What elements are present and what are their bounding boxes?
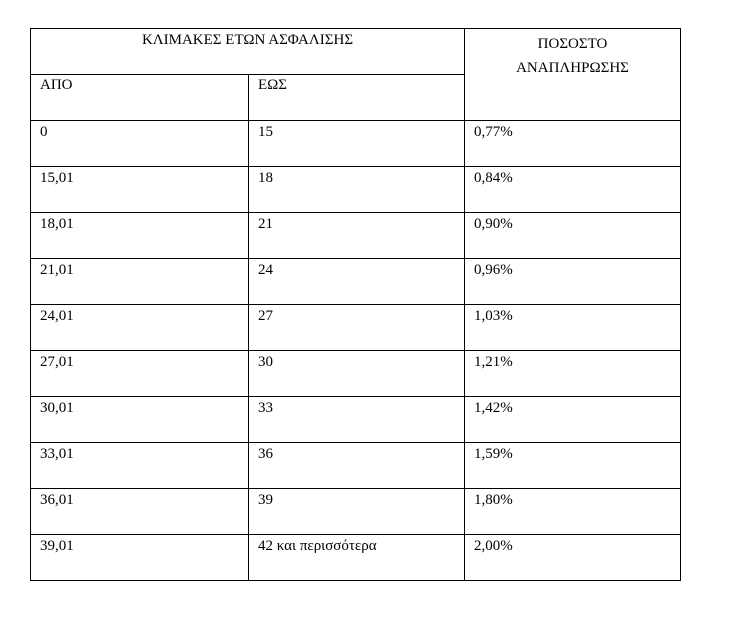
to-cell: 30: [249, 351, 465, 397]
from-column-label: ΑΠΟ: [40, 77, 73, 93]
replacement-rate-table: [30, 28, 681, 581]
from-cell: 27,01: [31, 351, 249, 397]
pct-cell: 0,84%: [465, 167, 681, 213]
to-cell: 24: [249, 259, 465, 305]
to-cell: 18: [249, 167, 465, 213]
pct-cell: 1,03%: [465, 305, 681, 351]
from-cell: 36,01: [31, 489, 249, 535]
table-row: [31, 167, 681, 213]
insurance-years-scale-label: ΚΛΙΜΑΚΕΣ ΕΤΩΝ ΑΣΦΑΛΙΣΗΣ: [141, 32, 354, 48]
to-column-header: [249, 75, 465, 121]
replacement-rate-label-line2: ΑΝΑΠΛΗΡΩΣΗΣ: [516, 60, 629, 76]
pct-cell: 0,77%: [465, 121, 681, 167]
from-cell: 15,01: [31, 167, 249, 213]
replacement-rate-header: [465, 29, 681, 121]
to-cell: 15: [249, 121, 465, 167]
table-row: [31, 305, 681, 351]
pct-cell: 1,80%: [465, 489, 681, 535]
from-cell: 30,01: [31, 397, 249, 443]
table-row: [31, 535, 681, 581]
pct-cell: 2,00%: [465, 535, 681, 581]
table-row: [31, 489, 681, 535]
from-cell: 39,01: [31, 535, 249, 581]
insurance-years-scale-header: [31, 29, 465, 75]
from-cell: 33,01: [31, 443, 249, 489]
table-row: [31, 213, 681, 259]
from-cell: 18,01: [31, 213, 249, 259]
from-cell: 24,01: [31, 305, 249, 351]
table-row: [31, 397, 681, 443]
pct-cell: 1,21%: [465, 351, 681, 397]
table-row: [31, 259, 681, 305]
pct-cell: 1,59%: [465, 443, 681, 489]
to-cell: 21: [249, 213, 465, 259]
pct-cell: 0,90%: [465, 213, 681, 259]
to-cell: 39: [249, 489, 465, 535]
from-column-header: [31, 75, 249, 121]
to-column-label: ΕΩΣ: [258, 77, 288, 93]
pct-cell: 1,42%: [465, 397, 681, 443]
from-cell: 21,01: [31, 259, 249, 305]
table-row: [31, 443, 681, 489]
to-cell: 33: [249, 397, 465, 443]
to-cell: 42 και περισσότερα: [249, 535, 465, 581]
to-cell: 36: [249, 443, 465, 489]
from-cell: 0: [31, 121, 249, 167]
replacement-rate-label-line1: ΠΟΣΟΣΤΟ: [537, 36, 608, 52]
to-cell: 27: [249, 305, 465, 351]
table-row: [31, 121, 681, 167]
header-row-group: [31, 29, 681, 75]
table-row: [31, 351, 681, 397]
pct-cell: 0,96%: [465, 259, 681, 305]
